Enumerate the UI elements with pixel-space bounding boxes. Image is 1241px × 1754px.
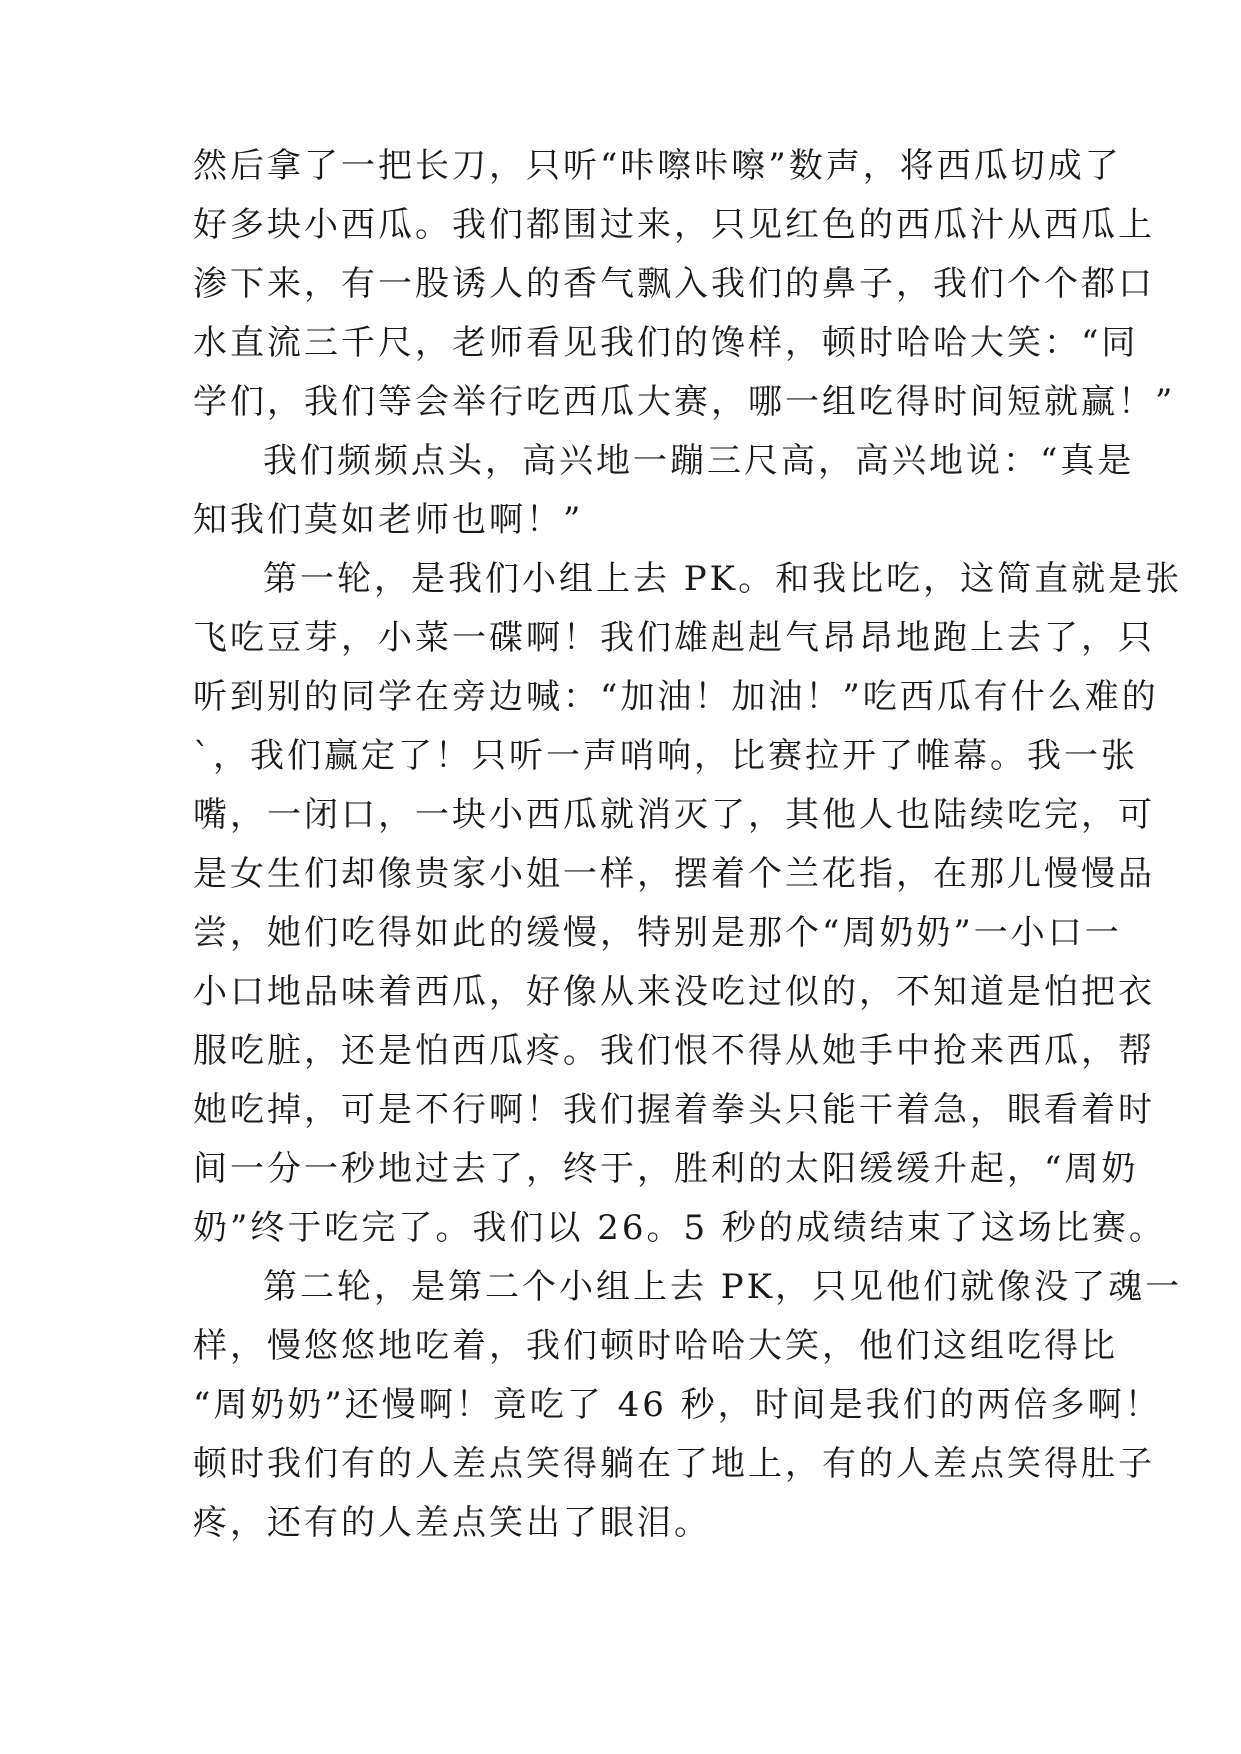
text-line: 渗下来，有一股诱人的香气飘入我们的鼻子，我们个个都口 — [193, 264, 1155, 304]
text-line: 样，慢悠悠地吃着，我们顿时哈哈大笑，他们这组吃得比 — [193, 1326, 1118, 1366]
text-line: 好多块小西瓜。我们都围过来，只见红色的西瓜汁从西瓜上 — [193, 205, 1155, 245]
text-line: 学们，我们等会举行吃西瓜大赛，哪一组吃得时间短就赢！” — [193, 382, 1176, 422]
text-line: 疼，还有的人差点笑出了眼泪。 — [193, 1503, 711, 1543]
paragraph-start-line: 我们频频点头，高兴地一蹦三尺高，高兴地说：“真是 — [263, 441, 1135, 481]
text-line: 小口地品味着西瓜，好像从来没吃过似的，不知道是怕把衣 — [193, 972, 1155, 1012]
text-line: 然后拿了一把长刀，只听“咔嚓咔嚓”数声，将西瓜切成了 — [193, 146, 1122, 186]
text-line: `，我们赢定了！只听一声哨响，比赛拉开了帷幕。我一张 — [193, 736, 1138, 776]
text-line: “周奶奶”还慢啊！竟吃了 46 秒，时间是我们的两倍多啊！ — [193, 1385, 1162, 1425]
text-line: 她吃掉，可是不行啊！我们握着拳头只能干着急，眼看着时 — [193, 1090, 1155, 1130]
text-line: 听到别的同学在旁边喊：“加油！加油！”吃西瓜有什么难的 — [193, 677, 1159, 717]
text-line: 尝，她们吃得如此的缓慢，特别是那个“周奶奶”一小口一 — [193, 913, 1122, 953]
text-line: 间一分一秒地过去了，终于，胜利的太阳缓缓升起，“周奶 — [193, 1149, 1139, 1189]
text-line: 飞吃豆芽，小菜一碟啊！我们雄赳赳气昂昂地跑上去了，只 — [193, 618, 1155, 658]
text-line: 嘴，一闭口，一块小西瓜就消灭了，其他人也陆续吃完，可 — [193, 795, 1155, 835]
text-line: 是女生们却像贵家小姐一样，摆着个兰花指，在那儿慢慢品 — [193, 854, 1155, 894]
text-line: 顿时我们有的人差点笑得躺在了地上，有的人差点笑得肚子 — [193, 1444, 1155, 1484]
text-line: 水直流三千尺，老师看见我们的馋样，顿时哈哈大笑：“同 — [193, 323, 1139, 363]
paragraph-start-line: 第二轮，是第二个小组上去 PK，只见他们就像没了魂一 — [263, 1267, 1183, 1307]
text-line: 知我们莫如老师也啊！” — [193, 500, 584, 540]
text-line: 奶”终于吃完了。我们以 26。5 秒的成绩结束了这场比赛。 — [193, 1208, 1166, 1248]
document-page — [193, 137, 1183, 1553]
paragraph-start-line: 第一轮，是我们小组上去 PK。和我比吃，这简直就是张 — [263, 559, 1183, 599]
text-line: 服吃脏，还是怕西瓜疼。我们恨不得从她手中抢来西瓜，帮 — [193, 1031, 1155, 1071]
